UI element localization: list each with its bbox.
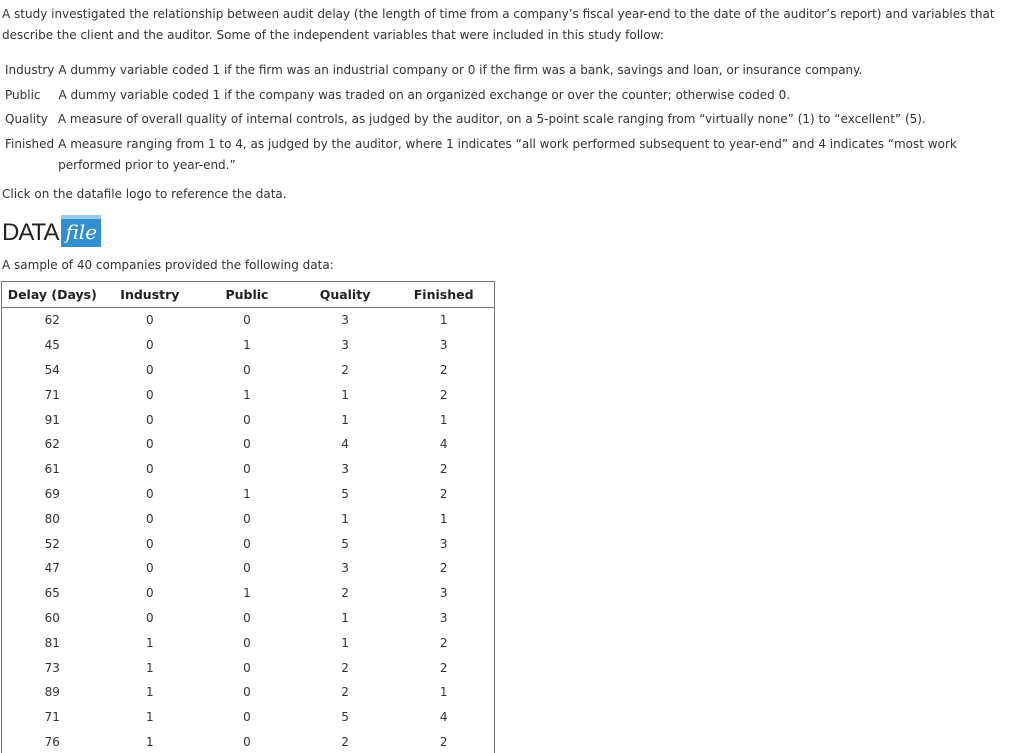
industry-cell: 1 — [146, 660, 154, 675]
industry-cell: 0 — [146, 362, 154, 377]
delay-cell: 65 — [44, 586, 60, 601]
table-row — [2, 655, 495, 680]
industry-cell: 0 — [146, 313, 154, 328]
definition-text: A measure ranging from 1 to 4, as judged by the auditor, where 1 indicates “all work performed subsequent to year-end” and 4 indicates “most work performed prior to year-end.” — [58, 136, 957, 172]
finished-cell: 2 — [439, 635, 448, 650]
delay-cell: 62 — [44, 313, 60, 328]
quality-cell: 3 — [341, 313, 349, 328]
table-row — [2, 680, 495, 705]
industry-cell: 1 — [146, 710, 154, 725]
public-cell: 0 — [243, 412, 251, 427]
public-cell: 0 — [243, 685, 251, 700]
delay-cell: 71 — [44, 387, 60, 402]
delay-cell: 52 — [44, 536, 60, 551]
public-cell: 0 — [243, 610, 251, 625]
industry-cell: 0 — [146, 511, 154, 526]
table-row — [2, 457, 495, 482]
definition-industry — [5, 60, 995, 81]
delay-cell: 81 — [44, 635, 60, 650]
definition-term: Quality — [5, 112, 48, 126]
finished-cell: 3 — [439, 586, 448, 601]
finished-cell: 3 — [439, 610, 448, 625]
industry-cell: 0 — [146, 536, 154, 551]
datafile-file-icon: file — [61, 215, 101, 247]
industry-cell: 0 — [146, 437, 154, 452]
quality-cell: 1 — [341, 511, 349, 526]
finished-cell: 3 — [439, 338, 448, 353]
data-table — [1, 281, 495, 753]
table-row — [2, 308, 495, 333]
definition-text: A dummy variable coded 1 if the firm was an industrial company or 0 if the firm was a bank, savings and loan, or insurance company. — [58, 63, 863, 77]
industry-cell: 0 — [146, 586, 154, 601]
finished-cell: 1 — [439, 412, 448, 427]
quality-cell: 2 — [341, 734, 349, 749]
table-row — [2, 705, 495, 730]
delay-cell: 71 — [44, 710, 60, 725]
finished-cell: 4 — [439, 710, 448, 725]
column-header-quality: Quality — [297, 282, 394, 308]
table-header-row — [2, 282, 495, 308]
finished-cell: 4 — [439, 437, 448, 452]
delay-cell: 47 — [44, 561, 60, 576]
quality-cell: 2 — [341, 362, 349, 377]
table-row — [2, 382, 495, 407]
table-row — [2, 531, 495, 556]
industry-cell: 0 — [146, 462, 154, 477]
industry-cell: 1 — [146, 685, 154, 700]
industry-cell: 0 — [146, 561, 154, 576]
finished-cell: 2 — [439, 734, 448, 749]
column-header-industry: Industry — [103, 282, 198, 308]
quality-cell: 2 — [341, 660, 349, 675]
industry-cell: 0 — [146, 338, 154, 353]
industry-cell: 0 — [146, 387, 154, 402]
delay-cell: 54 — [44, 362, 60, 377]
table-row — [2, 432, 495, 457]
quality-cell: 1 — [341, 635, 349, 650]
public-cell: 0 — [243, 660, 251, 675]
quality-cell: 5 — [341, 536, 349, 551]
definition-finished — [5, 134, 995, 176]
finished-cell: 1 — [439, 685, 448, 700]
table-row — [2, 506, 495, 531]
datafile-logo-button[interactable] — [2, 213, 101, 247]
quality-cell: 2 — [341, 685, 349, 700]
table-row — [2, 730, 495, 753]
finished-cell: 2 — [439, 486, 448, 501]
table-row — [2, 358, 495, 383]
table-body — [2, 308, 495, 753]
delay-cell: 62 — [44, 437, 60, 452]
delay-cell: 80 — [44, 511, 60, 526]
definition-text: A dummy variable coded 1 if the company was traded on an organized exchange or over the counter; otherwise coded 0. — [58, 87, 791, 102]
quality-cell: 3 — [341, 561, 349, 576]
quality-cell: 3 — [341, 462, 349, 477]
table-row — [2, 333, 495, 358]
delay-cell: 91 — [44, 412, 60, 427]
public-cell: 0 — [243, 511, 251, 526]
public-cell: 0 — [243, 362, 251, 377]
public-cell: 1 — [243, 387, 251, 402]
public-cell: 1 — [243, 586, 251, 601]
quality-cell: 1 — [341, 412, 349, 427]
industry-cell: 0 — [146, 486, 154, 501]
finished-cell: 2 — [439, 362, 448, 377]
finished-cell: 3 — [439, 536, 448, 551]
finished-cell: 2 — [439, 660, 448, 675]
industry-cell: 0 — [146, 610, 154, 625]
table-row — [2, 606, 495, 631]
quality-cell: 2 — [341, 586, 349, 601]
datafile-logo-word: DATA — [2, 219, 59, 246]
finished-cell: 2 — [439, 561, 448, 576]
variable-definitions — [5, 60, 995, 179]
public-cell: 0 — [243, 734, 251, 749]
quality-cell: 1 — [341, 387, 349, 402]
datafile-instruction: Click on the datafile logo to reference the data. — [2, 187, 287, 201]
finished-cell: 1 — [439, 313, 448, 328]
public-cell: 0 — [243, 635, 251, 650]
delay-cell: 61 — [44, 462, 60, 477]
table-row — [2, 482, 495, 507]
column-header-delay: Delay (Days) — [2, 282, 103, 308]
quality-cell: 4 — [341, 437, 349, 452]
column-header-finished: Finished — [393, 282, 494, 308]
public-cell: 1 — [243, 338, 251, 353]
sample-description: A sample of 40 companies provided the following data: — [2, 258, 334, 272]
table-row — [2, 556, 495, 581]
public-cell: 0 — [243, 437, 251, 452]
public-cell: 0 — [243, 313, 251, 328]
public-cell: 0 — [243, 536, 251, 551]
quality-cell: 1 — [341, 610, 349, 625]
delay-cell: 60 — [44, 610, 60, 625]
industry-cell: 0 — [146, 412, 154, 427]
definition-term: Industry — [5, 63, 55, 77]
finished-cell: 2 — [439, 387, 448, 402]
delay-cell: 89 — [44, 685, 60, 700]
public-cell: 0 — [243, 462, 251, 477]
definition-public — [5, 85, 995, 106]
quality-cell: 5 — [341, 486, 349, 501]
delay-cell: 69 — [44, 486, 60, 501]
public-cell: 0 — [243, 710, 251, 725]
table-row — [2, 407, 495, 432]
industry-cell: 1 — [146, 734, 154, 749]
column-header-public: Public — [197, 282, 297, 308]
finished-cell: 2 — [439, 462, 448, 477]
delay-cell: 76 — [44, 734, 60, 749]
definition-text: A measure of overall quality of internal controls, as judged by the auditor, on a 5-point scale ranging from “virtually none” (1) to “excellent” (5). — [57, 112, 926, 126]
table-row — [2, 630, 495, 655]
finished-cell: 1 — [439, 511, 448, 526]
definition-term: Finished — [5, 136, 55, 151]
public-cell: 1 — [243, 486, 251, 501]
quality-cell: 5 — [341, 710, 349, 725]
table-row — [2, 581, 495, 606]
definition-term: Public — [5, 87, 41, 102]
delay-cell: 73 — [44, 660, 60, 675]
public-cell: 0 — [243, 561, 251, 576]
intro-paragraph: A study investigated the relationship between audit delay (the length of time from a company’s fiscal year-end to the date of the auditor’s report) and variables that describe the client and the auditor. Some of the independent variables that were included in this study follow: — [2, 7, 995, 42]
quality-cell: 3 — [341, 338, 349, 353]
industry-cell: 1 — [146, 635, 154, 650]
delay-cell: 45 — [44, 338, 60, 353]
definition-quality — [5, 109, 995, 130]
